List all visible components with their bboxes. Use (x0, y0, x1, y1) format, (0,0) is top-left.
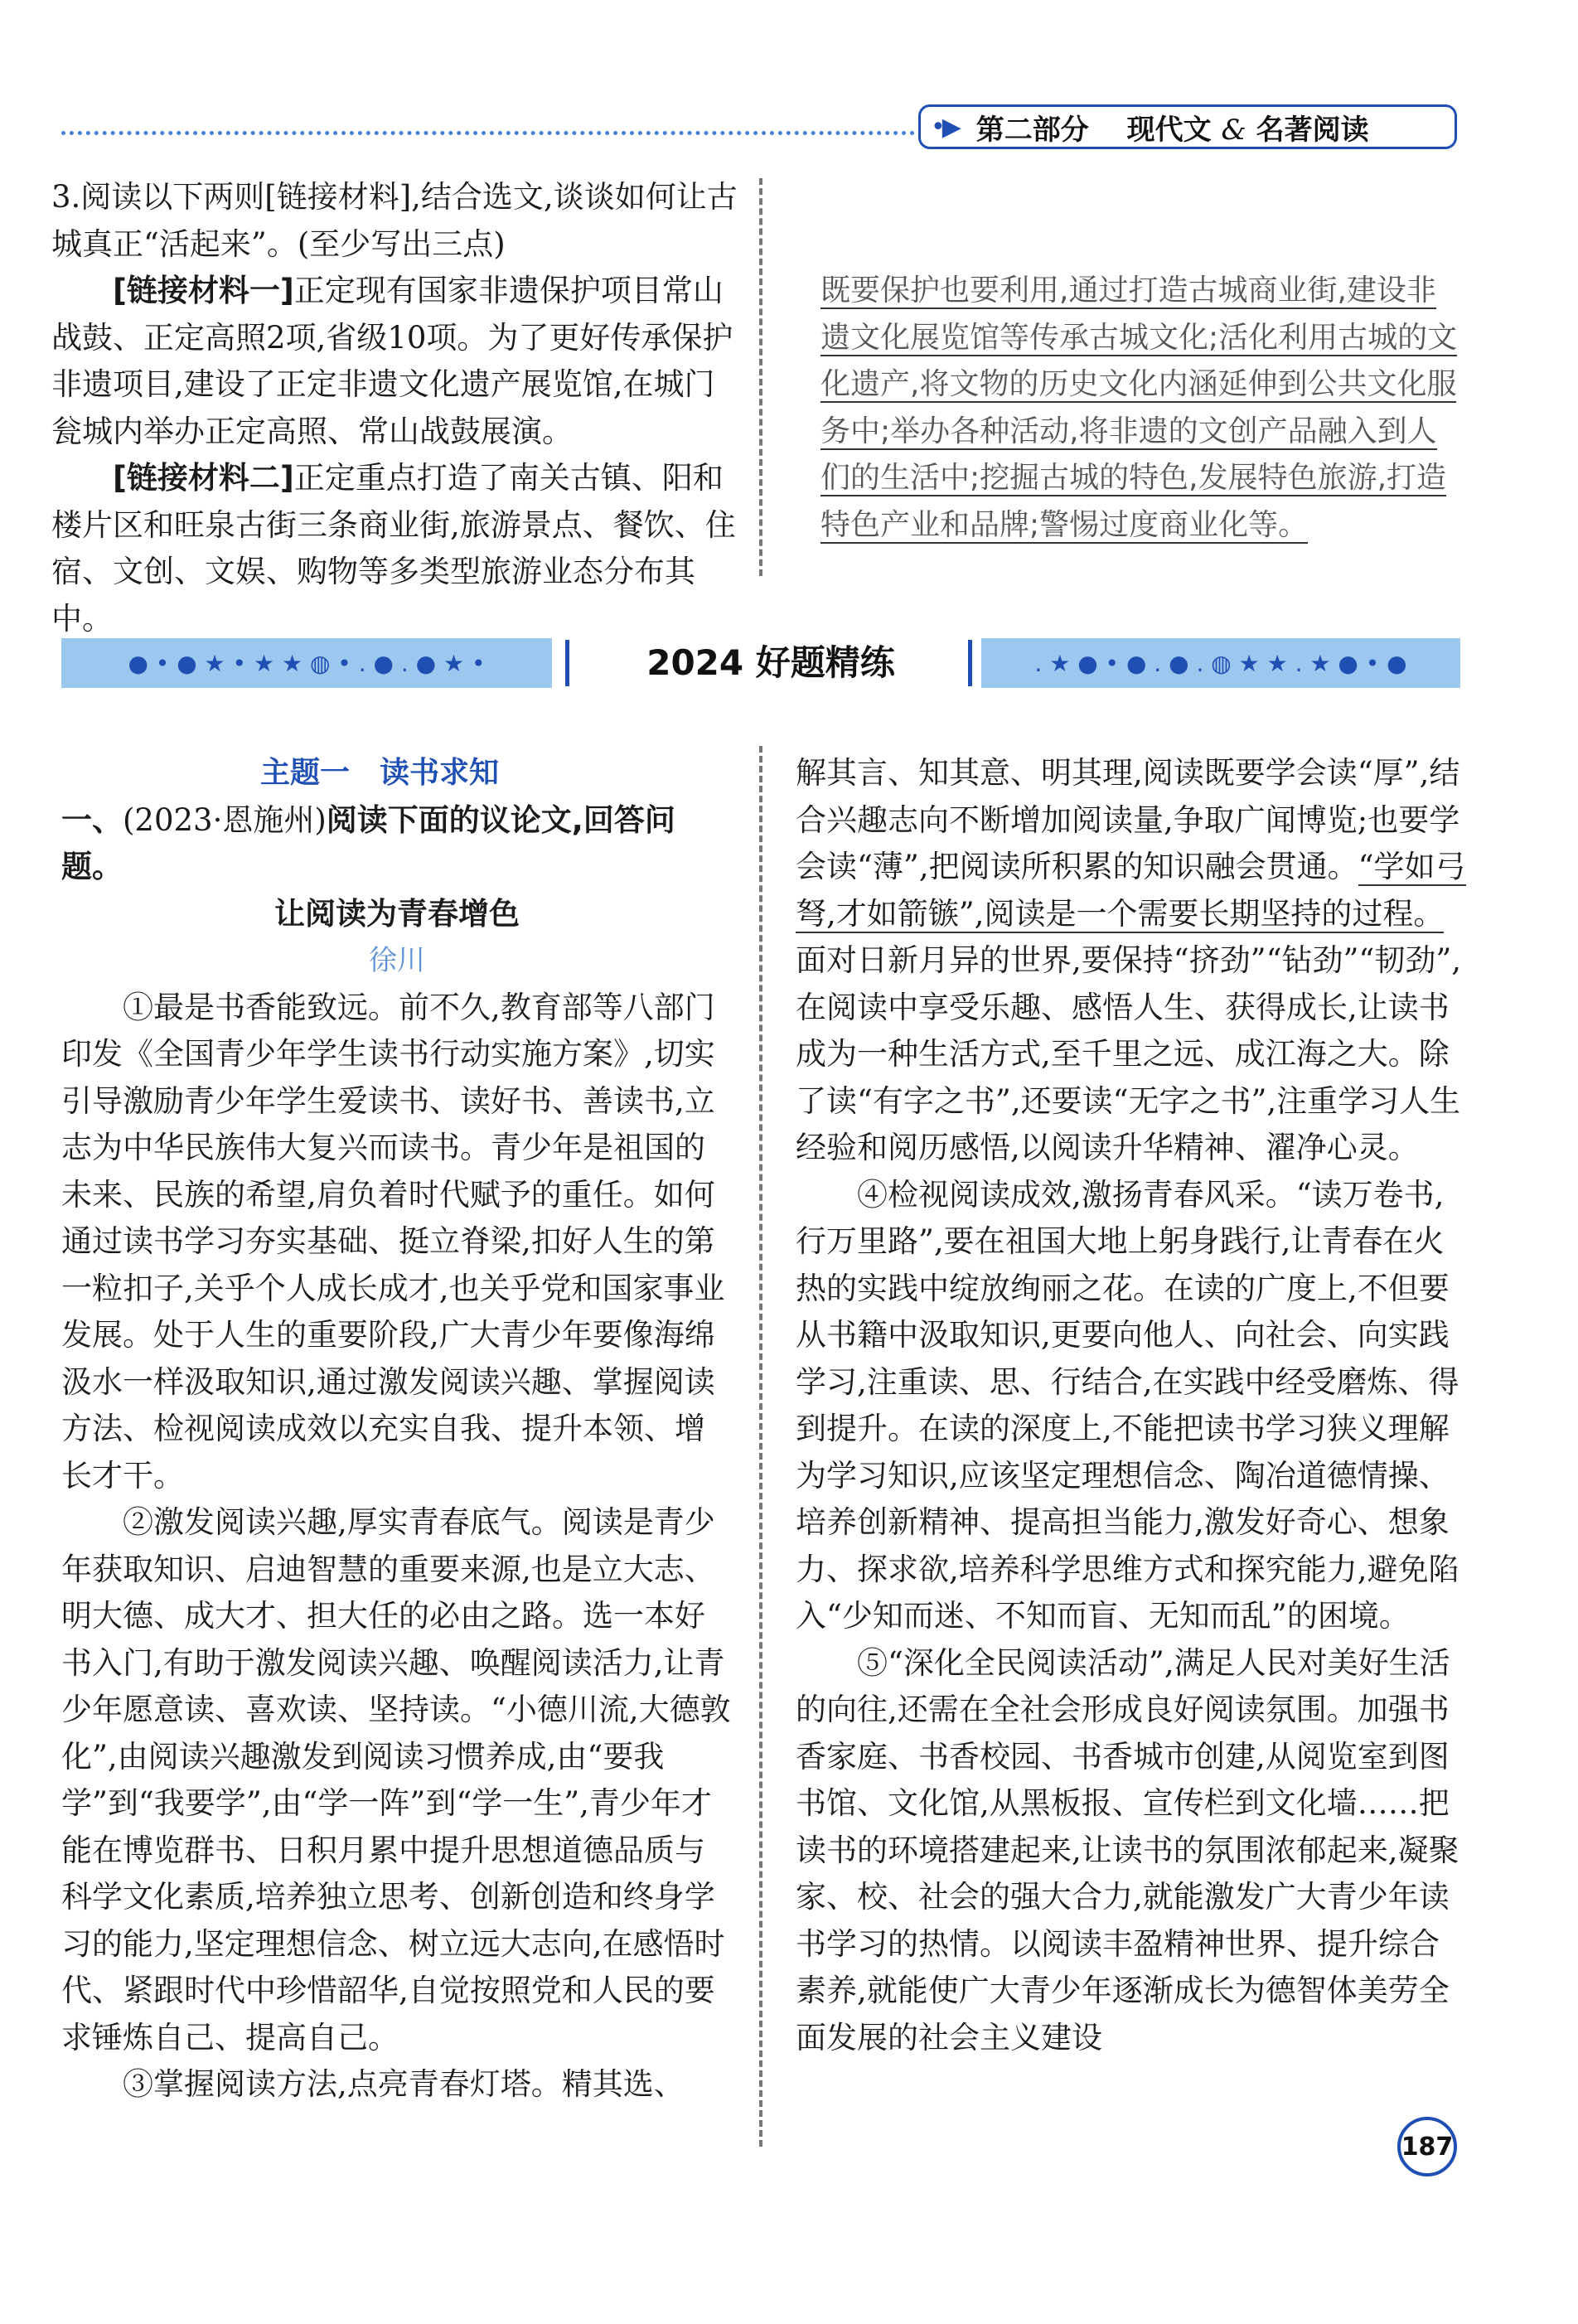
p3-cont-a: 解其言、知其意、明其理,阅读既要学会读“厚”,结合兴趣志向不断增加阅读量,争取广闻博览;也要学会读“薄”,把阅读所积累的知识融会贯通。 (796, 755, 1460, 884)
article-title: 让阅读为青春增色 (274, 895, 520, 932)
p3-cont-b: 面对日新月异的世界,要保持“挤劲”“钻劲”“韧劲”,在阅读中享受乐趣、感悟人生、获得成长,让读书成为一种生活方式,至千里之远、成江海之大。除了读“有字之书”,还要读“无字之书”,注重学习人生经验和阅历感悟,以阅读升华精神、濯净心灵。 (796, 942, 1462, 1165)
material2-label: [链接材料二] (113, 460, 294, 496)
material2-text: 正定重点打造了南关古镇、阳和楼片区和旺泉古街三条商业街,旅游景点、餐饮、住宿、文创、文娱、购物等多类型旅游业态分布其中。 (51, 460, 736, 637)
section-header (918, 104, 1457, 149)
banner-left-bar (565, 640, 569, 686)
question3-right-column (820, 174, 1459, 267)
question1-number: 一、 (61, 801, 123, 838)
question1-heading (61, 797, 733, 891)
banner-right (981, 638, 1460, 688)
header-dotted-rule (61, 131, 915, 135)
material1-label: [链接材料一] (113, 273, 294, 308)
article-paragraph-2: ②激发阅读兴趣,厚实青春底气。阅读是青少年获取知识、启迪智慧的重要来源,也是立大志、明大德、成大才、担大任的必由之路。选一本好书入门,有助于激发阅读兴趣、唤醒阅读活力,让青少年愿意读、喜欢读、坚持读。“小德川流,大德敦化”,由阅读兴趣激发到阅读习惯养成,由“要我学”到“我要学”,由“学一阵”到“学一生”,青少年才能在博览群书、日积月累中提升思想道德品质与科学文化素质,培养独立思考、创新创造和终身学习的能力,坚定理想信念、树立远大志向,在感悟时代、紧跟时代中珍惜韶华,自觉按照党和人民的要求锤炼自己、提高自己。 (61, 1504, 731, 2055)
banner-left (61, 638, 552, 688)
article-paragraph-3-start: ③掌握阅读方法,点亮青春灯塔。精其选、 (123, 2066, 685, 2102)
article-right-column (796, 750, 1467, 2061)
answer-block (820, 268, 1459, 549)
question3-left-column (51, 174, 738, 642)
material1-text: 正定现有国家非遗保护项目常山战鼓、正定高照2项,省级10项。为了更好传承保护非遗项目,建设了正定非遗文化遗产展览馆,在城门瓮城内举办正定高照、常山战鼓展演。 (51, 273, 733, 449)
material1 (51, 268, 738, 455)
page-number: 187 (1397, 2117, 1457, 2176)
p3-underlined-sentence: “学如弓弩,才如箭镞”,阅读是一个需要长期坚持的过程。 (796, 849, 1466, 932)
article-paragraph-4: ④检视阅读成效,激扬青春风采。“读万卷书,行万里路”,要在祖国大地上躬身践行,让青春在火热的实践中绽放绚丽之花。在读的广度上,不但要从书籍中汲取知识,更要向他人、向社会、向实践学习,注重读、思、行结合,在实践中经受磨炼、得到提升。在读的深度上,不能把读书学习狭义理解为学习知识,应该坚定理想信念、陶冶道德情操、培养创新精神、提高担当能力,激发好奇心、想象力、探求欲,培养科学思维方式和探究能力,避免陷入“少知而迷、不知而盲、无知而乱”的困境。 (796, 1176, 1459, 1634)
question3-prompt: 3.阅读以下两则[链接材料],结合选文,谈谈如何让古城真正“活起来”。(至少写出三点) (51, 179, 738, 262)
article-paragraph-5: ⑤“深化全民阅读活动”,满足人民对美好生活的向往,还需在全社会形成良好阅读氛围。加强书香家庭、书香校园、书香城市创建,从阅览室到图书馆、文化馆,从黑板报、宣传栏到文化墙……把读书的环境搭建起来,让读书的氛围浓郁起来,凝聚家、校、社会的强大合力,就能激发广大青少年读书学习的热情。以阅读丰盈精神世界、提升综合素养,就能使广大青少年逐渐成长为德智体美劳全面发展的社会主义建设 (796, 1644, 1459, 2055)
question1-source: (2023·恩施州) (123, 801, 327, 838)
article-left-column (61, 750, 733, 2109)
double-arrow-icon: •▶ (931, 112, 958, 142)
article-author: 徐川 (369, 944, 425, 977)
topic-label: 主题一 读书求知 (260, 756, 500, 790)
column-divider-bottom (759, 746, 762, 2147)
banner-title: 2024 好题精练 (646, 642, 895, 683)
section-amp: & (1221, 113, 1246, 147)
material2 (51, 455, 738, 642)
section-label: 第二部分 (975, 113, 1089, 147)
banner-left-decoration: ● • ● ★ • ★ ★ ◍ • . ● . ● ★ • (128, 649, 486, 677)
banner-right-decoration: . ★ ● • ● . ● . ◍ ★ ★ . ★ ● • ● (1034, 649, 1407, 677)
section-title-a: 现代文 (1126, 113, 1212, 147)
question1-prompt: 阅读下面的议论文,回答问题。 (61, 801, 675, 884)
column-divider-top (759, 178, 762, 576)
article-paragraph-1: ①最是书香能致远。前不久,教育部等八部门印发《全国青少年学生读书行动实施方案》,切实引导激励青少年学生爱读书、读好书、善读书,立志为中华民族伟大复兴而读书。青少年是祖国的未来、民族的希望,肩负着时代赋予的重任。如何通过读书学习夯实基础、挺立脊梁,扣好人生的第一粒扣子,关乎个人成长成才,也关乎党和国家事业发展。处于人生的重要阶段,广大青少年要像海绵汲水一样汲取知识,通过激发阅读兴趣、掌握阅读方法、检视阅读成效以充实自我、提升本领、增长才干。 (61, 989, 725, 1494)
section-header-text (976, 107, 1369, 148)
banner-right-bar (968, 640, 972, 686)
answer-text: 既要保护也要利用,通过打造古城商业街,建设非遗文化展览馆等传承古城文化;活化利用古城的文化遗产,将文物的历史文化内涵延伸到公共文化服务中;举办各种活动,将非遗的文创产品融入到人们的生活中;挖掘古城的特色,发展特色旅游,打造特色产业和品牌;警惕过度商业化等。 (820, 274, 1458, 542)
article-paragraph-3-continued (796, 750, 1467, 1172)
section-title-b: 名著阅读 (1256, 113, 1369, 147)
